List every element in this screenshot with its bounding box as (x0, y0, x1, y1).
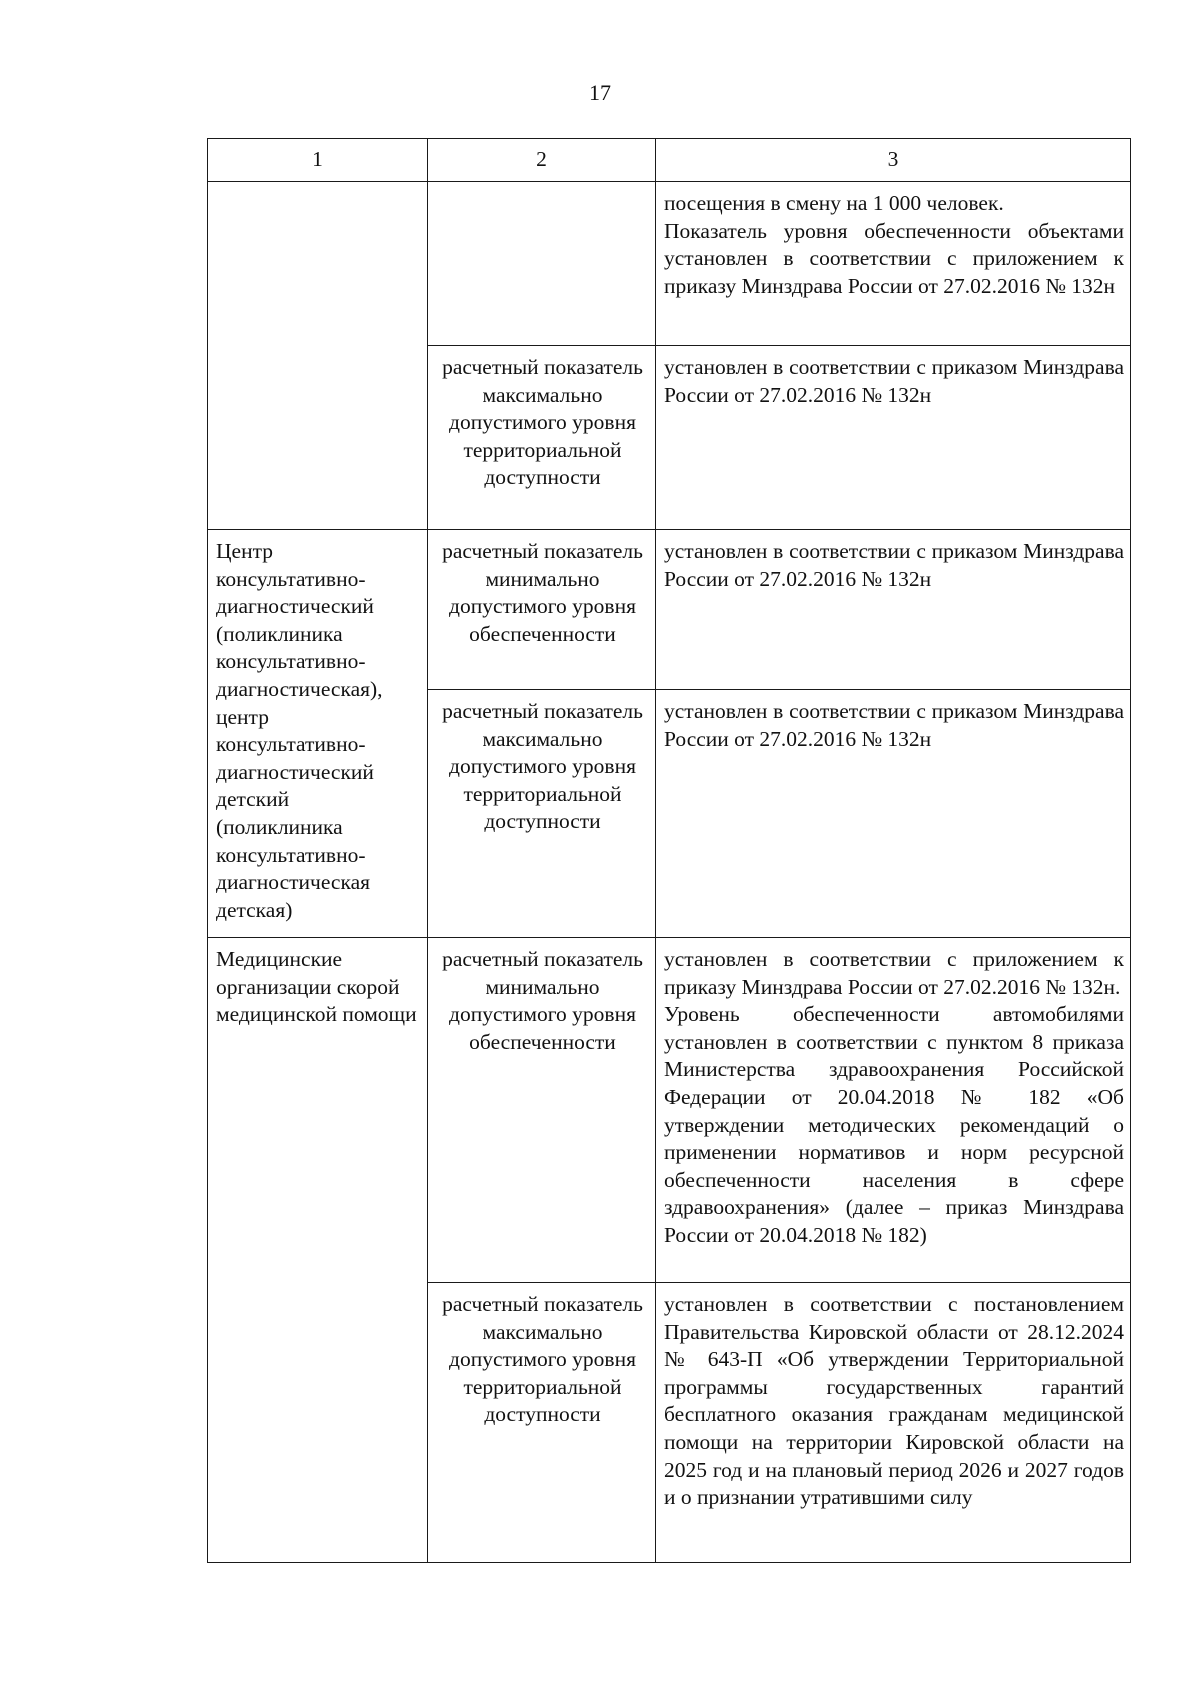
table-header-row (208, 139, 1131, 182)
facility-cell (208, 182, 428, 530)
page-number: 17 (589, 80, 611, 105)
basis-paragraph: установлен в соответствии с приложением к приказу Минздрава России от 27.02.2016 № 132н. (664, 947, 1124, 999)
indicator-cell: расчетный показатель максимально допустимого уровня территориальной доступности (428, 1283, 656, 1563)
indicator-cell: расчетный показатель максимально допустимого уровня территориальной доступности (428, 690, 656, 938)
basis-paragraph: посещения в смену на 1 000 человек. (664, 191, 1004, 215)
indicator-cell: расчетный показатель минимально допустимого уровня обеспеченности (428, 530, 656, 690)
table-row (208, 938, 1131, 1283)
facility-cell: Центр консультативно-диагностический (поликлиника консультативно-диагностическая), центр консультативно-диагностический детский (поликлиника консультативно-диагностическая детская) (208, 530, 428, 938)
basis-paragraph: Уровень обеспеченности автомобилями установлен в соответствии с пунктом 8 приказа Министерства здравоохранения Российской Федерации от 20.04.2018 № 182 «Об утверждении методических рекомендаций о применении нормативов и норм ресурсной обеспеченности населения в сфере здравоохранения» (далее – приказ Минздрава России от 20.04.2018 № 182) (664, 1002, 1124, 1247)
basis-cell (656, 938, 1131, 1283)
table-row (208, 182, 1131, 346)
document-table (207, 138, 1131, 1563)
indicator-cell: расчетный показатель максимально допустимого уровня территориальной доступности (428, 346, 656, 530)
basis-cell (656, 182, 1131, 346)
basis-paragraph: Показатель уровня обеспеченности объектами установлен в соответствии с приложением к приказу Минздрава России от 27.02.2016 № 132н (664, 218, 1124, 298)
facility-cell: Медицинские организации скорой медицинской помощи (208, 938, 428, 1563)
indicator-cell (428, 182, 656, 346)
basis-cell: установлен в соответствии с приказом Минздрава России от 27.02.2016 № 132н (656, 690, 1131, 938)
basis-cell: установлен в соответствии с постановлением Правительства Кировской области от 28.12.2024 № 643-П «Об утверждении Территориальной программы государственных гарантий бесплатного оказания гражданам медицинской помощи на территории Кировской области на 2025 год и на плановый период 2026 и 2027 годов и о признании утратившими силу (656, 1283, 1131, 1563)
table-row (208, 530, 1131, 690)
column-header-2: 2 (428, 139, 656, 182)
column-header-1: 1 (208, 139, 428, 182)
basis-cell: установлен в соответствии с приказом Минздрава России от 27.02.2016 № 132н (656, 530, 1131, 690)
indicator-cell: расчетный показатель минимально допустимого уровня обеспеченности (428, 938, 656, 1283)
basis-cell: установлен в соответствии с приказом Минздрава России от 27.02.2016 № 132н (656, 346, 1131, 530)
column-header-3: 3 (656, 139, 1131, 182)
